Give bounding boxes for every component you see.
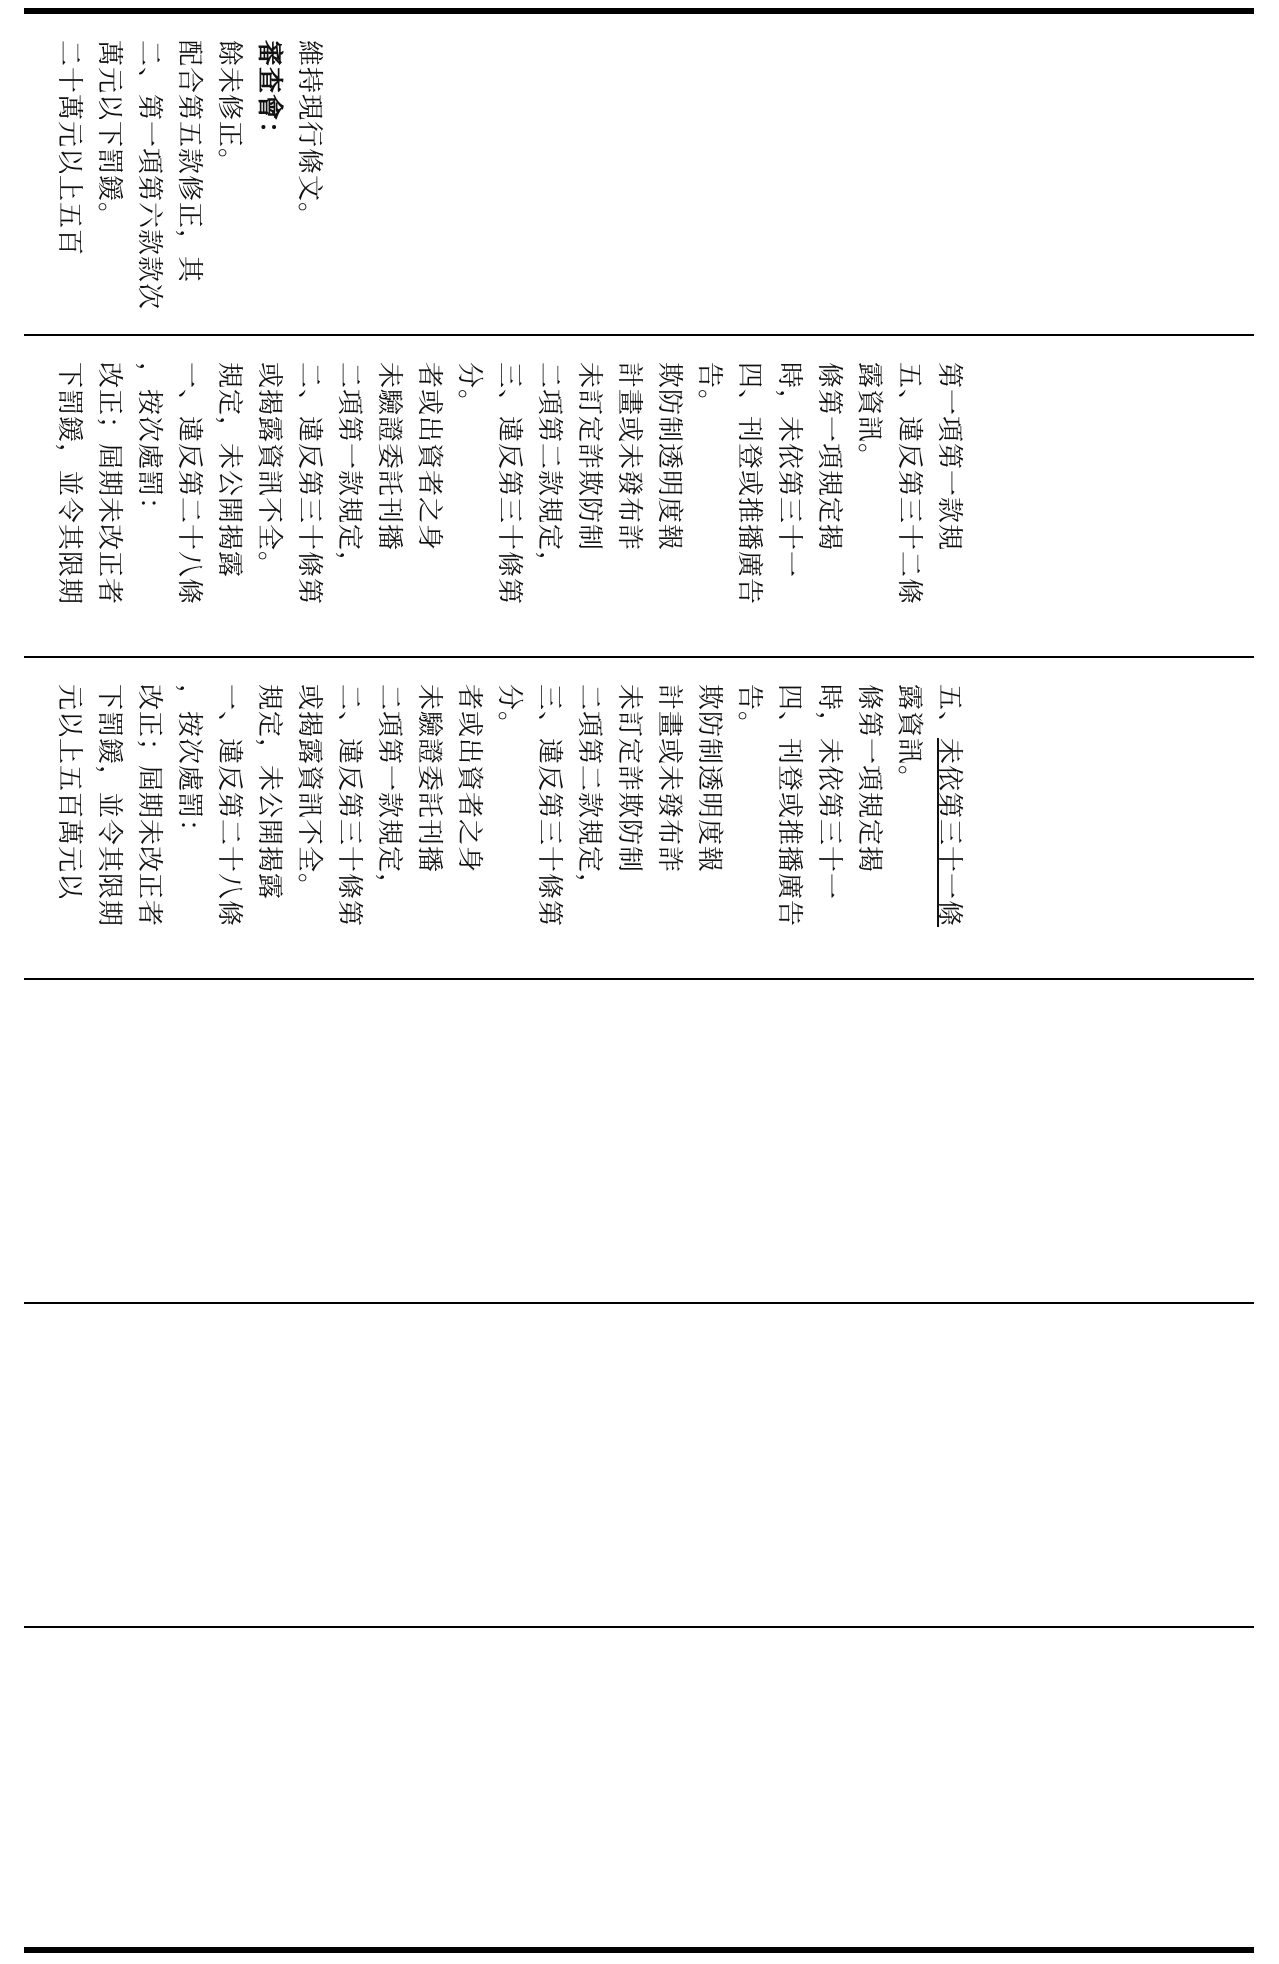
text-line-prefix: 五、	[934, 684, 964, 739]
text-line: 二、違反第三十條第	[294, 362, 324, 606]
table-bottom-border	[24, 1947, 1254, 1953]
text-line: 規定，未公開揭露	[254, 684, 284, 901]
text-line: 四、刊登或推播廣告	[774, 684, 804, 928]
text-line: 分。	[454, 362, 484, 417]
text-line: 欺防制透明度報	[654, 362, 684, 552]
text-line: 或揭露資訊不全。	[294, 684, 324, 901]
text-line: 者或出資者之身	[454, 684, 484, 874]
text-line: 審查會：	[254, 40, 284, 149]
text-line: 二項第二款規定，	[574, 684, 604, 901]
text-line: 一、違反第二十八條	[214, 684, 244, 928]
text-line: 萬元以下罰鍰。	[94, 40, 124, 230]
text-line: 改正；屆期未改正者	[134, 684, 164, 928]
amended-text: 未依第三十一條	[934, 738, 964, 928]
text-line: 露資訊。	[854, 362, 884, 471]
text-line: 元以上五百萬元以	[54, 684, 84, 901]
text-line: 下罰鍰，並令其限期	[94, 684, 124, 928]
text-line: ，按次處罰：	[174, 684, 204, 847]
text-line: 一、違反第二十八條	[174, 362, 204, 606]
text-line: ，按次處罰：	[134, 362, 164, 525]
text-line: 分。	[494, 684, 524, 739]
text-line: 條第一項規定揭	[814, 362, 844, 552]
text-line: 未訂定詐欺防制	[574, 362, 604, 552]
text-line: 配合第五款修正，其	[174, 40, 204, 284]
text-line: 改正；屆期未改正者	[94, 362, 124, 606]
row-divider	[24, 1626, 1254, 1628]
table-row-explanation	[24, 14, 1254, 334]
text-line: 三、違反第三十條第	[494, 362, 524, 606]
text-line: 四、刊登或推播廣告	[734, 362, 764, 606]
text-line: 時，未依第三十一	[814, 684, 844, 901]
table-row-current-text	[24, 658, 1254, 978]
text-line: 時，未依第三十一	[774, 362, 804, 579]
text-line: 或揭露資訊不全。	[254, 362, 284, 579]
text-line: 計畫或未發布詐	[614, 362, 644, 552]
text-line: 欺防制透明度報	[694, 684, 724, 874]
text-line: 維持現行條文。	[294, 40, 324, 230]
text-line: 三、違反第三十條第	[534, 684, 564, 928]
text-line: 二十萬元以上五百	[54, 40, 84, 257]
text-line: 露資訊。	[894, 684, 924, 793]
text-line: 二項第一款規定，	[374, 684, 404, 901]
text-line: 計畫或未發布詐	[654, 684, 684, 874]
text-line: 第一項第一款規	[934, 362, 964, 552]
text-line: 下罰鍰，並令其限期	[54, 362, 84, 606]
text-line: 條第一項規定揭	[854, 684, 884, 874]
text-line: 二、違反第三十條第	[334, 684, 364, 928]
text-line: 告。	[734, 684, 764, 739]
text-line: 五、違反第三十二條	[894, 362, 924, 606]
table-row-committee-text	[24, 336, 1254, 656]
table-row-empty	[24, 980, 1254, 1302]
text-line: 未驗證委託刊播	[414, 684, 444, 874]
text-line: 告。	[694, 362, 724, 417]
text-line: 二項第一款規定，	[334, 362, 364, 579]
text-line: 二、第一項第六款款次	[134, 40, 164, 311]
text-line: 未訂定詐欺防制	[614, 684, 644, 874]
text-line	[936, 684, 962, 927]
table-row-empty	[24, 1304, 1254, 1626]
text-line: 規定，未公開揭露	[214, 362, 244, 579]
text-line: 餘未修正。	[214, 40, 244, 176]
text-line: 二項第二款規定，	[534, 362, 564, 579]
text-line: 者或出資者之身	[414, 362, 444, 552]
text-line: 未驗證委託刊播	[374, 362, 404, 552]
